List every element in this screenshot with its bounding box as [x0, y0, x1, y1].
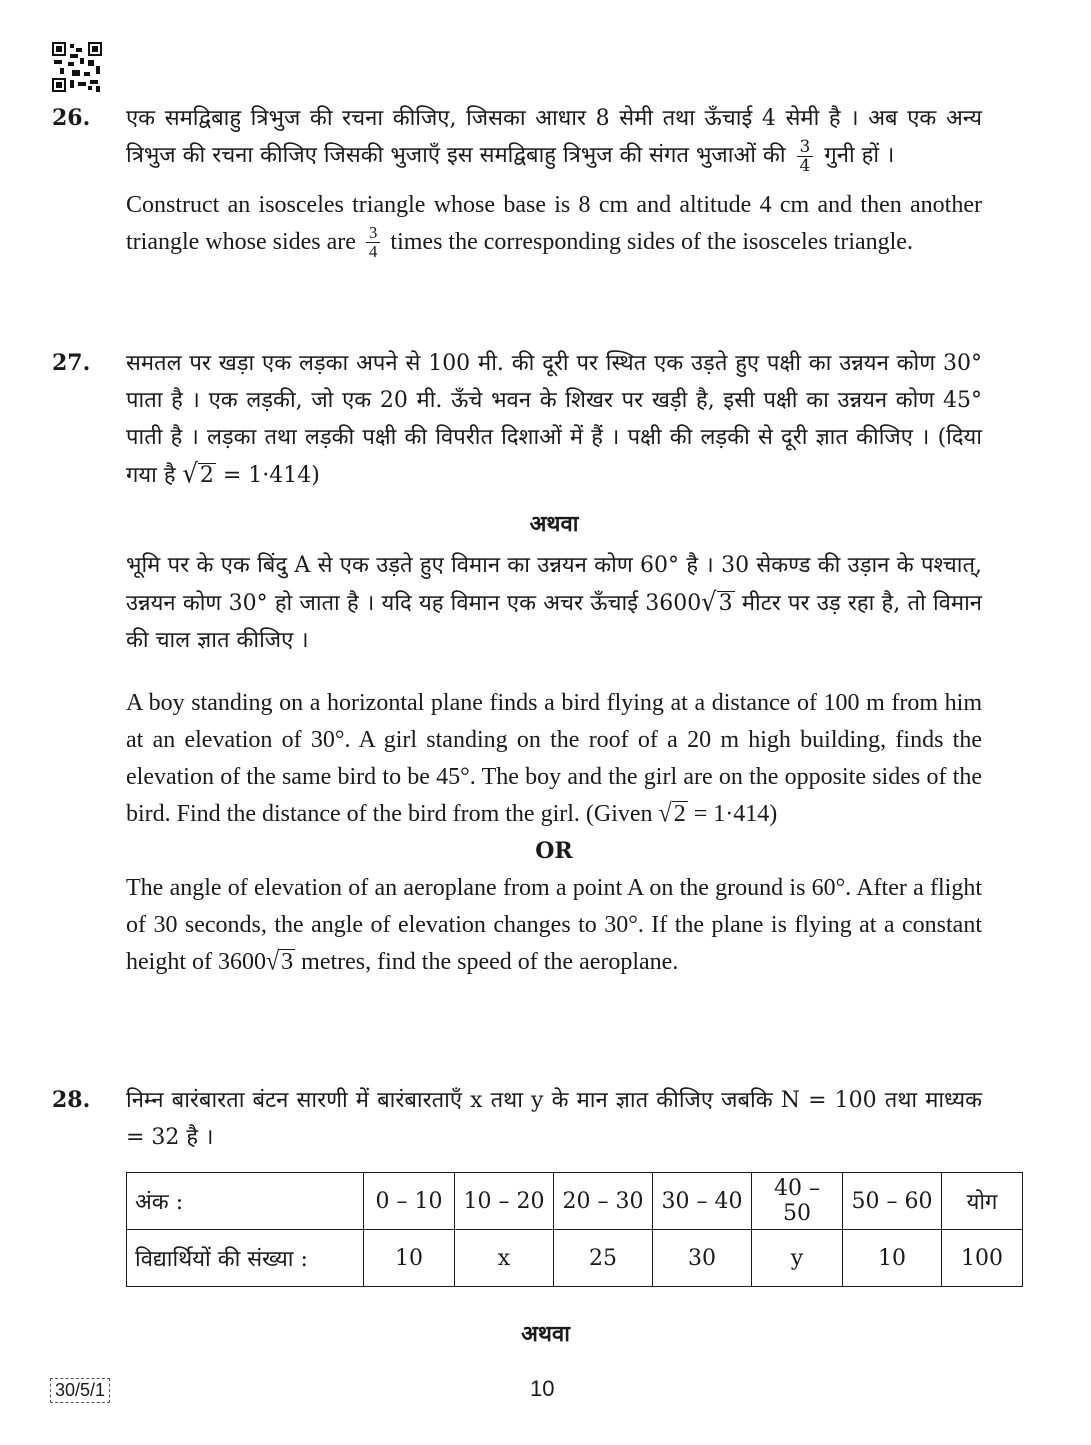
question-27-english-1-text: A boy standing on a horizontal plane finds a bird flying at a distance of 100 m from him at an elevation of 30°. A girl standing on the roof of a 20 m high building, finds the elevation of the same bird to be 45°. The boy and the girl are on the opposite sides of the bird. Find the distance of the bird from the girl. (Given	[126, 690, 982, 827]
table-cell: 25	[554, 1230, 653, 1287]
table-cell: 30	[653, 1230, 752, 1287]
qr-code-icon	[52, 42, 102, 92]
question-27-hindi-1-text-end: = 1·414)	[222, 463, 320, 488]
question-27-body	[126, 345, 982, 981]
radicand: 2	[199, 463, 214, 488]
table-header-cell: 10 – 20	[455, 1173, 554, 1230]
table-cell: x	[455, 1230, 554, 1287]
frequency-table	[126, 1172, 1023, 1287]
question-26-hindi-text-end: गुनी हों ।	[824, 143, 895, 168]
table-header-cell: योग	[942, 1173, 1023, 1230]
question-number: 28.	[52, 1087, 91, 1113]
question-27-english-1	[126, 685, 982, 833]
radicand: 2	[673, 801, 686, 827]
radicand: 3	[281, 949, 294, 975]
question-26-english-text-end: times the corresponding sides of the isosceles triangle.	[390, 228, 913, 255]
or-separator-english: OR	[535, 838, 573, 864]
fraction-denominator: 4	[799, 155, 811, 176]
square-root-2: √2	[182, 458, 214, 490]
or-separator-hindi: अथवा	[521, 1321, 570, 1347]
question-number: 27.	[52, 350, 91, 376]
table-cell: y	[752, 1230, 843, 1287]
question-27-english-2-text: The angle of elevation of an aeroplane from a point A on the ground is 60°. After a flight of 30 seconds, the angle of elevation changes to 30°. If the plane is flying at a constant height of	[126, 875, 982, 975]
question-28-body	[126, 1082, 982, 1156]
question-27-hindi-2	[126, 547, 982, 659]
fraction-denominator: 4	[368, 242, 378, 262]
square-root-3: √3	[265, 947, 294, 977]
table-row-label: विद्यार्थियों की संख्या :	[127, 1230, 364, 1287]
table-cell: 100	[942, 1230, 1023, 1287]
question-26-english	[126, 187, 982, 262]
height-coefficient: 3600	[645, 591, 702, 616]
question-26-body	[126, 100, 982, 261]
table-header-cell: 30 – 40	[653, 1173, 752, 1230]
or-separator-hindi: अथवा	[529, 511, 579, 537]
question-28-hindi: निम्न बारंबारता बंटन सारणी में बारंबारताएँ x तथा y के मान ज्ञात कीजिए जबकि N = 100 तथा माध्यक = 32 है ।	[126, 1088, 982, 1150]
table-cell: 10	[843, 1230, 942, 1287]
table-row	[127, 1173, 1023, 1230]
question-27-hindi-1	[126, 345, 982, 494]
question-26-english-text: Construct an isosceles triangle whose base is 8 cm and altitude 4 cm and then another triangle whose sides are	[126, 191, 982, 255]
page-number: 10	[530, 1376, 555, 1401]
table-header-cell: 50 – 60	[843, 1173, 942, 1230]
fraction-numerator: 3	[366, 224, 381, 243]
question-27-hindi-2-text: भूमि पर के एक बिंदु A से एक उड़ते हुए विमान का उन्नयन कोण 60° है । 30 सेकण्ड की उड़ान के पश्चात्, उन्नयन कोण 30° हो जाता है । यदि यह विमान एक अचर ऊँचाई	[126, 553, 982, 616]
question-number: 26.	[52, 105, 91, 131]
fraction-three-quarters	[797, 138, 814, 175]
question-26-hindi	[126, 100, 982, 175]
question-26-hindi-text: एक समद्विबाहु त्रिभुज की रचना कीजिए, जिसका आधार 8 सेमी तथा ऊँचाई 4 सेमी है । अब एक अन्य त्रिभुज की रचना कीजिए जिसकी भुजाएँ इस समद्विबाहु त्रिभुज की संगत भुजाओं की	[126, 106, 982, 168]
table-row-label: अंक :	[127, 1173, 364, 1230]
square-root-3: √3	[701, 586, 733, 618]
question-27-english-2-text-end: metres, find the speed of the aeroplane.	[301, 949, 679, 975]
table-cell: 10	[364, 1230, 455, 1287]
paper-code: 30/5/1	[50, 1378, 110, 1403]
square-root-2: √2	[658, 799, 686, 829]
question-27-english-2	[126, 870, 982, 981]
table-row	[127, 1230, 1023, 1287]
table-header-cell: 40 – 50	[752, 1173, 843, 1230]
radicand: 3	[718, 591, 733, 616]
height-coefficient: 3600	[217, 949, 266, 975]
fraction-numerator: 3	[797, 138, 814, 157]
table-header-cell: 0 – 10	[364, 1173, 455, 1230]
table-header-cell: 20 – 30	[554, 1173, 653, 1230]
fraction-three-quarters	[366, 224, 381, 261]
question-27-english-1-text-end: = 1·414)	[693, 801, 778, 827]
question-27-hindi-1-text: समतल पर खड़ा एक लड़का अपने से 100 मी. की दूरी पर स्थित एक उड़ते हुए पक्षी का उन्नयन कोण 30° पाता है । एक लड़की, जो एक 20 मी. ऊँचे भवन के शिखर पर खड़ी है, इसी पक्षी का उन्नयन कोण 45° पाती है । लड़का तथा लड़की पक्षी की विपरीत दिशाओं में हैं । पक्षी की लड़की से दूरी ज्ञात कीजिए । (दिया गया है	[126, 351, 982, 488]
question-27-hindi-2-text-end: मीटर पर उड़ रहा है, तो विमान की चाल ज्ञात कीजिए ।	[126, 591, 982, 653]
